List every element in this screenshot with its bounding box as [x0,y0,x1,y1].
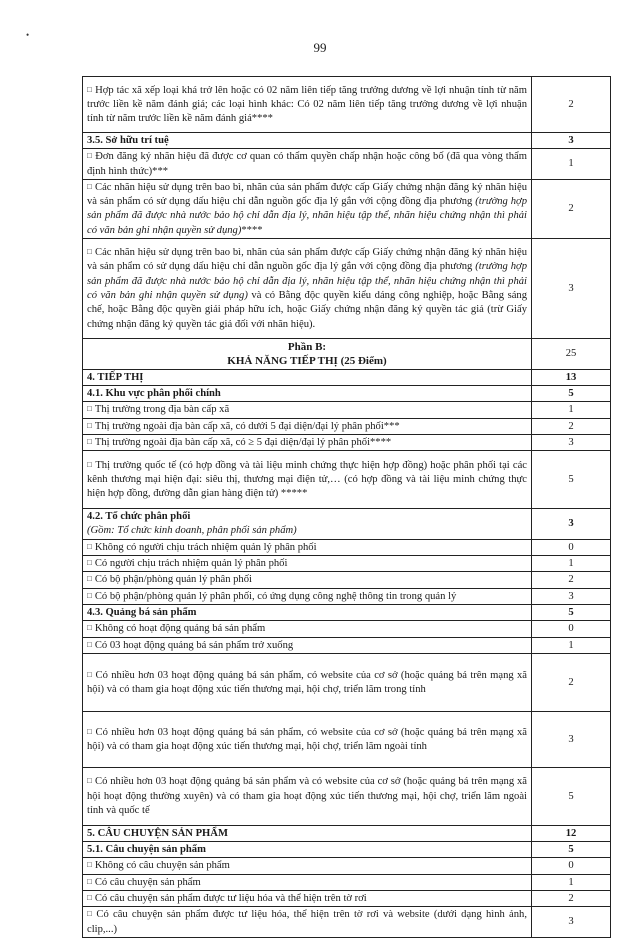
part-label: Phần B: [287,341,327,354]
section-heading-row [83,133,611,149]
criterion-score: 2 [532,891,611,907]
criterion-description [83,556,532,572]
criterion-text: Không có hoạt động quảng bá sản phẩm [94,623,266,635]
criterion-score: 1 [532,874,611,890]
criterion-text: Có câu chuyện sản phẩm [94,876,201,888]
criterion-row [83,418,611,434]
criterion-row [83,588,611,604]
criterion-text: 4.3. Quảng bá sản phẩm [87,606,197,618]
criterion-description [83,825,532,841]
criterion-row [83,77,611,133]
checkbox-icon: □ [87,404,92,414]
criterion-row [83,858,611,874]
part-heading-row [83,339,611,370]
criterion-text: 3.5. Sở hữu trí tuệ [87,135,169,146]
criterion-score: 0 [532,858,611,874]
criterion-description [83,767,532,825]
checkbox-icon: □ [87,726,93,736]
criterion-text: Đơn đăng ký nhãn hiệu đã được cơ quan có thẩm quyền chấp nhận hoặc công bố (đã qua vòng thẩm định hình thức)*** [87,151,527,177]
criterion-text: 5.1. Câu chuyện sản phẩm [87,844,206,856]
criterion-text: Thị trường ngoài địa bàn cấp xã, có ≥ 5 đại diện/đại lý phân phối**** [94,436,392,448]
criterion-score: 3 [532,133,611,149]
criterion-score: 0 [532,621,611,637]
criterion-text: 4. TIẾP THỊ [87,371,144,383]
criterion-note: (trường hợp sản phẩm đã được nhà nước bảo hộ chỉ dẫn địa lý, nhãn hiệu tập thể, nhãn hiệu chứng nhận thì phải có văn bản ghi nhận quyền sử dụng) [87,261,528,302]
checkbox-icon: □ [87,247,93,257]
section-heading-row [83,369,611,385]
criterion-score: 3 [532,907,611,938]
criterion-text: Có nhiều hơn 03 hoạt động quảng bá sản phẩm và có website của cơ sở (hoặc quảng bá trên mạng xã hội hoạt động thường xuyên) và có tham gia hoạt động xúc tiến thương mại, hội chợ, triển lãm ngoài tỉnh và quốc tế [87,776,527,816]
criterion-description [83,572,532,588]
criterion-text-continued: **** [241,224,263,236]
criterion-text: Thị trường quốc tế (có hợp đồng và tài liệu minh chứng thực hiện hợp đồng) hoặc phân phối tại các kênh thương mại hiện đại: siêu thị, thương mại điện tử,… (có hợp đồng và tài liệu minh chứng thực hiện hợp đồng, đường dẫn gian hàng điện tử) ***** [87,459,527,500]
criterion-description [83,539,532,555]
criterion-text: Không có người chịu trách nhiệm quản lý phân phối [94,541,317,553]
checkbox-icon: □ [87,436,92,446]
criterion-description [83,604,532,620]
criterion-description [83,418,532,434]
criterion-score: 1 [532,637,611,653]
checkbox-icon: □ [87,639,92,649]
criterion-description [83,842,532,858]
criterion-score: 12 [532,825,611,841]
checkbox-icon: □ [87,574,92,584]
checkbox-icon: □ [87,181,93,191]
part-title: KHẢ NĂNG TIẾP THỊ (25 Điểm) [227,355,387,368]
criterion-score: 3 [532,711,611,767]
criterion-row [83,874,611,890]
criterion-score: 1 [532,556,611,572]
checkbox-icon: □ [87,420,92,430]
criterion-score: 2 [532,179,611,238]
criterion-text: Thị trường trong địa bàn cấp xã [94,404,230,416]
criterion-description [83,637,532,653]
checkbox-icon: □ [87,558,92,568]
criterion-description [83,653,532,711]
criterion-text: Có câu chuyện sản phẩm được tư liệu hóa và thể hiện trên tờ rơi [94,893,367,905]
criterion-score: 3 [532,434,611,450]
criterion-row [83,539,611,555]
criterion-text: Có câu chuyện sản phẩm được tư liệu hóa, thể hiện trên tờ rơi và website (dưới dạng hình ảnh, clip,...) [87,909,527,935]
section-heading-row [83,385,611,401]
criteria-table [82,76,611,938]
criterion-description [83,339,532,370]
criterion-description [83,133,532,149]
criterion-row [83,637,611,653]
criterion-row [83,556,611,572]
checkbox-icon: □ [87,590,92,600]
criterion-description [83,907,532,938]
margin-mark: • [26,30,30,40]
criterion-row [83,239,611,339]
criterion-score: 3 [532,509,611,540]
criterion-description [83,858,532,874]
criterion-description [83,369,532,385]
criterion-description [83,621,532,637]
criterion-text: Có nhiều hơn 03 hoạt động quảng bá sản phẩm, có website của cơ sở (hoặc quảng bá trên mạng xã hội) và có tham gia hoạt động xúc tiến thương mại, hội chợ, triển lãm ngoài tỉnh [87,726,527,752]
criterion-score: 0 [532,539,611,555]
criterion-row [83,402,611,418]
criterion-description [83,891,532,907]
page-number: 99 [313,40,327,55]
criterion-row [83,907,611,938]
criterion-row [83,621,611,637]
section-heading-row [83,842,611,858]
criterion-score: 5 [532,451,611,509]
criterion-description [83,402,532,418]
criterion-text: 4.2. Tổ chức phân phối [87,511,191,523]
checkbox-icon: □ [87,151,93,161]
criterion-score: 2 [532,572,611,588]
criterion-score: 5 [532,842,611,858]
checkbox-icon: □ [87,860,92,870]
criterion-text: Hợp tác xã xếp loại khá trở lên hoặc có 02 năm liên tiếp tăng trưởng dương về lợi nhuận tính từ năm trước liền kề năm đánh giá; các loại hình khác: Có 02 năm liên tiếp tăng trưởng dương về lợi nhuận tính từ năm trước liền kề năm đánh giá**** [87,84,527,125]
criterion-note: (Gồm: Tổ chức kinh doanh, phân phối sản phẩm) [87,525,297,537]
criterion-score: 1 [532,402,611,418]
criterion-row [83,572,611,588]
checkbox-icon: □ [87,84,93,94]
criterion-score: 2 [532,77,611,133]
criterion-row [83,767,611,825]
criterion-score: 2 [532,418,611,434]
criterion-text: Có người chịu trách nhiệm quản lý phân phối [94,558,288,570]
criterion-text: Có nhiều hơn 03 hoạt động quảng bá sản phẩm, có website của cơ sở (hoặc quảng bá trên mạng xã hội) và có tham gia hoạt động xúc tiến thương mại, hội chợ, triển lãm trong tỉnh [87,669,527,695]
criterion-score: 3 [532,588,611,604]
criterion-description [83,711,532,767]
section-heading-row [83,509,611,540]
checkbox-icon: □ [87,893,92,903]
section-heading-row [83,604,611,620]
section-heading-row [83,825,611,841]
criterion-description [83,179,532,238]
criterion-description [83,509,532,540]
criterion-score: 13 [532,369,611,385]
criterion-description [83,149,532,180]
criterion-score: 25 [532,339,611,370]
criterion-row [83,179,611,238]
criterion-score: 1 [532,149,611,180]
checkbox-icon: □ [87,623,92,633]
criterion-text: Có 03 hoạt động quảng bá sản phẩm trở xuống [94,639,294,651]
criterion-row [83,891,611,907]
checkbox-icon: □ [87,459,93,469]
criterion-row [83,653,611,711]
criterion-description [83,451,532,509]
criterion-score: 5 [532,604,611,620]
criterion-text: Không có câu chuyện sản phẩm [94,860,230,872]
criterion-text-continued: và có Bằng độc quyền kiểu dáng công nghiệp, hoặc Bằng sáng chế, hoặc Bằng độc quyền giải pháp hữu ích, hoặc Giấy chứng nhận đăng ký quyền tác giả (trừ Giấy chứng nhận đăng ký quyền tác giả đối với nhãn hiệu). [87,290,527,330]
criterion-description [83,385,532,401]
checkbox-icon: □ [87,669,93,679]
criterion-score: 3 [532,239,611,339]
criterion-description [83,874,532,890]
criterion-text: Các nhãn hiệu sử dụng trên bao bì, nhãn của sản phẩm được cấp Giấy chứng nhận đăng ký nhãn hiệu và sản phẩm có sử dụng dấu hiệu chỉ dẫn nguồn gốc địa lý gắn với cộng đồng địa phương [87,181,527,208]
criterion-text: Có bộ phận/phòng quản lý phân phối [94,574,252,586]
checkbox-icon: □ [87,541,92,551]
criterion-text: Thị trường ngoài địa bàn cấp xã, có dưới 5 đại diện/đại lý phân phối*** [94,420,400,432]
criterion-text: Các nhãn hiệu sử dụng trên bao bì, nhãn của sản phẩm được cấp Giấy chứng nhận đăng ký nhãn hiệu và sản phẩm có sử dụng dấu hiệu chỉ dẫn nguồn gốc địa lý gắn với cộng đồng địa phương [87,247,527,273]
checkbox-icon: □ [87,909,94,919]
criterion-description [83,239,532,339]
criterion-row [83,451,611,509]
criterion-row [83,434,611,450]
criterion-score: 5 [532,767,611,825]
criterion-row [83,711,611,767]
criteria-table-body [83,77,611,938]
checkbox-icon: □ [87,776,93,786]
criterion-score: 5 [532,385,611,401]
criterion-description [83,434,532,450]
criterion-note: (trường hợp sản phẩm đã được nhà nước bảo hộ chỉ dẫn địa lý, nhãn hiệu tập thể, nhãn hiệu chứng nhận thì phải có văn bản ghi nhận quyền sử dụng) [87,196,528,236]
criterion-text: 4.1. Khu vực phân phối chính [87,387,221,399]
criterion-description [83,77,532,133]
criterion-row [83,149,611,180]
criterion-description [83,588,532,604]
criterion-score: 2 [532,653,611,711]
criterion-text: Có bộ phận/phòng quản lý phân phối, có ứng dụng công nghệ thông tin trong quản lý [94,590,457,602]
checkbox-icon: □ [87,876,92,886]
criterion-text: 5. CÂU CHUYỆN SẢN PHẨM [87,827,228,839]
